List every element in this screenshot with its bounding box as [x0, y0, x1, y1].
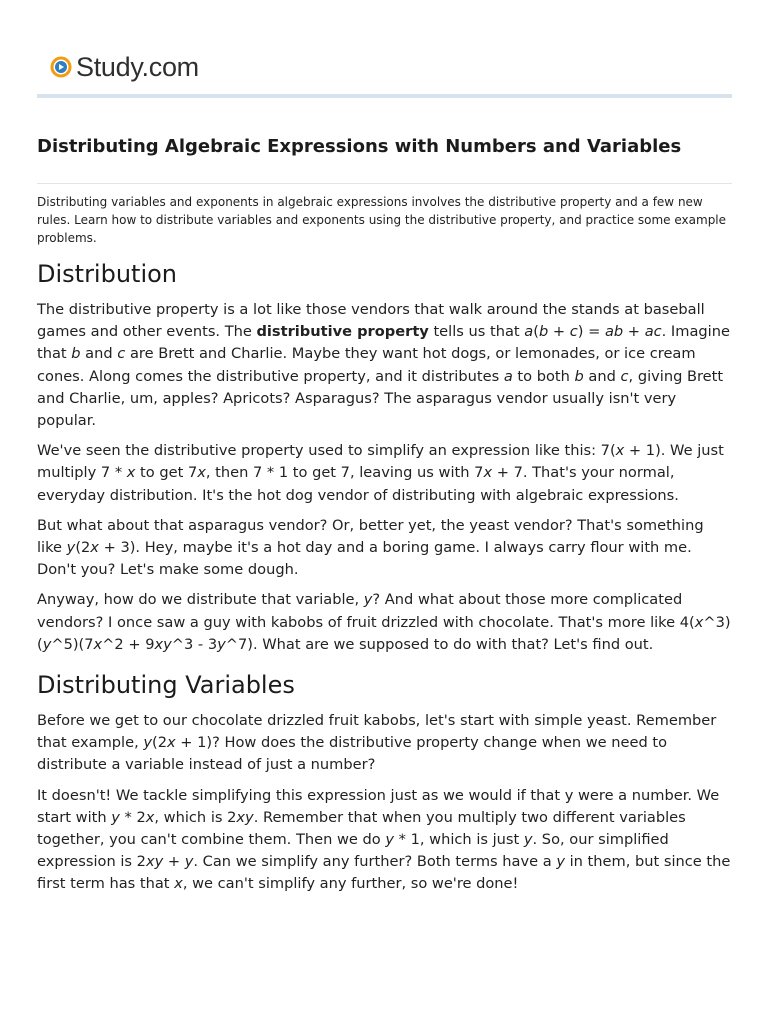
text: Before we get to our chocolate drizzled fruit kabobs, let's start with simple yeast. Remember that example, [37, 712, 717, 752]
text: and [80, 345, 118, 363]
text: , which is 2 [154, 808, 237, 826]
text: * 2 [119, 808, 146, 826]
section-heading-distribution: Distribution [37, 260, 178, 288]
text: + [623, 323, 645, 341]
text-italic: ab [604, 323, 624, 341]
text: + 1). We just multiply 7 * [37, 442, 724, 482]
text: to get 7 [135, 464, 198, 482]
text-italic: ac [644, 323, 662, 341]
text: , we can't simplify any further, so we're done! [182, 875, 519, 893]
text-italic: y [42, 635, 52, 653]
text: + 7. That's your normal, everyday distribution. It's the hot dog vendor of distributing with algebraic expressions. [37, 464, 679, 504]
text: , then 7 * 1 to get 7, leaving us with 7 [205, 464, 484, 482]
article-body [37, 193, 732, 904]
text-italic: c [620, 367, 629, 385]
text-italic: y [385, 831, 395, 849]
text: + [163, 853, 185, 871]
text: . Imagine that [37, 323, 730, 363]
text: to both [512, 367, 575, 385]
title-divider [37, 183, 732, 184]
text: ^7). What are we supposed to do with that? Let's find out. [225, 635, 654, 653]
text: + [548, 323, 570, 341]
text: But what about that asparagus vendor? Or, better yet, the yeast vendor? That's something like [37, 516, 704, 557]
paragraph [37, 589, 732, 656]
paragraph [37, 515, 732, 582]
text: (2 [75, 539, 91, 557]
text: tells us that [428, 323, 525, 341]
play-logo-icon [50, 56, 72, 78]
text-italic: y [66, 539, 76, 557]
text: We've seen the distributive property used to simplify an expression like this: 7( [37, 442, 616, 460]
paragraph [37, 785, 732, 896]
text: , giving Brett and Charlie, um, apples? Apricots? Asparagus? The asparagus vendor usually isn't very popular. [37, 367, 724, 430]
text-italic: y [523, 831, 533, 849]
text: Anyway, how do we distribute that variable, [37, 591, 364, 609]
article-summary: Distributing variables and exponents in algebraic expressions involves the distributive property and a few new rules. Learn how to distribute variables and exponents using the distributive property, and practice some example problems. [37, 195, 727, 245]
text-italic: c [569, 323, 578, 341]
text-italic: x [145, 808, 155, 826]
text: + 1)? How does the distributive property change when we need to distribute a variable instead of just a number? [37, 734, 668, 774]
text-italic: x [615, 442, 625, 460]
text-italic: y [217, 635, 226, 653]
text: ? And what about those more complicated vendors? I once saw a guy with kabobs of fruit drizzled with chocolate. That's more like 4( [37, 591, 695, 631]
paragraph [37, 299, 732, 432]
site-header [50, 50, 199, 84]
header-divider [37, 94, 732, 98]
text-italic: x [90, 539, 99, 557]
text: It doesn't! We tackle simplifying this expression just as we would if that y were a number. We start with [37, 786, 720, 826]
text-italic: x [197, 464, 206, 482]
text-italic: x [483, 464, 493, 482]
text-italic: x [93, 635, 103, 653]
site-logo-text[interactable]: Study.com [76, 51, 199, 82]
text-italic: xy [236, 808, 254, 826]
section-heading-distributing-variables: Distributing Variables [37, 671, 295, 700]
text-italic: a [524, 323, 534, 341]
text-italic: x [167, 734, 176, 752]
text: . Remember that when you multiply two different variables together, you can't combine them. Then we do [37, 808, 686, 849]
text-italic: x [174, 875, 183, 893]
paragraph [37, 440, 732, 507]
text: ^3)( [37, 613, 731, 653]
text: . So, our simplified expression is 2 [37, 831, 669, 871]
text: in them, but since the first term has that [37, 853, 731, 893]
text-italic: xy [145, 853, 164, 871]
text-italic: y [111, 808, 120, 826]
text-italic: b [538, 323, 549, 341]
text-italic: a [503, 367, 513, 385]
text: are Brett and Charlie. Maybe they want hot dogs, or lemonades, or ice cream cones. Along comes the distributive property, and it distributes [37, 345, 696, 385]
text-italic: x [694, 613, 704, 631]
text: ( [533, 323, 539, 341]
paragraph [37, 710, 732, 777]
text: * 1, which is just [394, 831, 524, 849]
page-title: Distributing Algebraic Expressions with Numbers and Variables [37, 136, 682, 157]
text: and [583, 367, 621, 385]
text-italic: y [363, 591, 373, 609]
text-italic: xy [154, 635, 172, 653]
text-italic: b [574, 367, 584, 385]
text: + 3). Hey, maybe it's a hot day and a boring game. I always carry flour with me. Don't you? Let's make some dough. [37, 539, 692, 579]
text-italic: x [126, 464, 136, 482]
text: The distributive property is a lot like those vendors that walk around the stands at baseball games and other events. The [37, 301, 705, 341]
text: ) = [577, 323, 605, 341]
text-italic: c [117, 345, 126, 363]
text: . Can we simplify any further? Both terms have a [193, 853, 557, 871]
text-italic: y [143, 734, 153, 752]
text-italic: y [184, 853, 194, 871]
text: ^3 - 3 [171, 635, 218, 653]
text-italic: b [71, 345, 81, 363]
text: ^5)(7 [51, 635, 94, 653]
text-italic: y [556, 853, 565, 871]
text: ^2 + 9 [102, 635, 155, 653]
text-bold: distributive property [256, 323, 429, 341]
text: (2 [152, 734, 167, 752]
